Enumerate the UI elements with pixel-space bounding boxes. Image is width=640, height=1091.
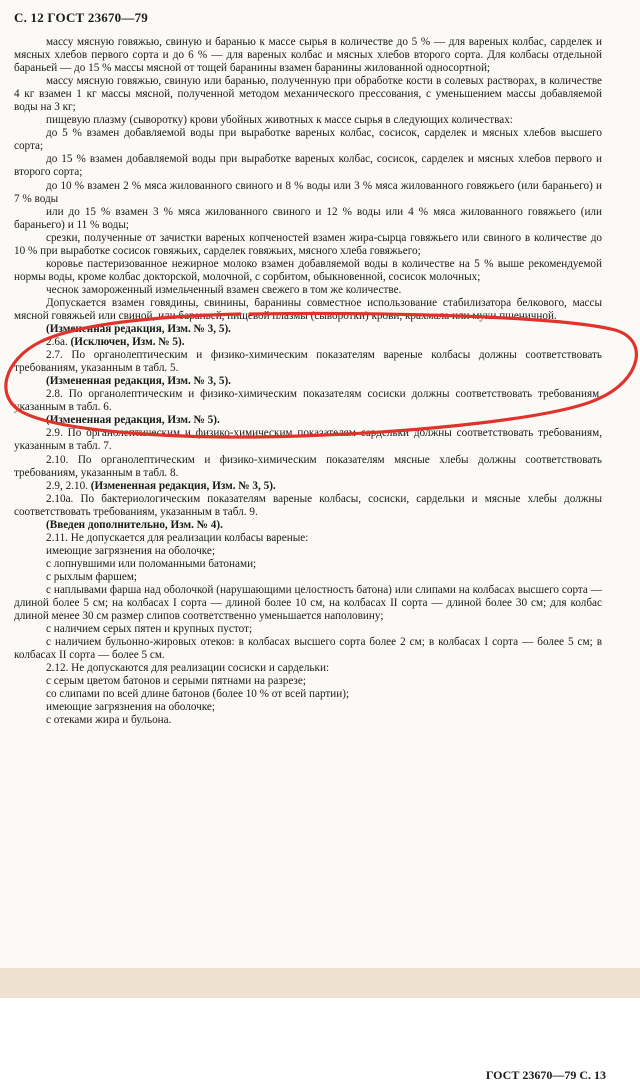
list-item: с лопнувшими или поломанными батонами; — [46, 557, 257, 570]
page-separator-band — [0, 968, 640, 998]
list-item: со слипами по всей длине батонов (более 10 % от всей партии); — [46, 688, 350, 701]
list-item: с отеками жира и бульона. — [46, 714, 172, 727]
page-footer: ГОСТ 23670—79 С. 13 — [485, 1068, 606, 1082]
amendment-note: (Измененная редакция, Изм. № 5). — [46, 414, 220, 427]
paragraph: до 5 % взамен добавляемой воды при выработке вареных колбас, сосисок, сарделек и мясных хлебов высшего сорта; — [14, 127, 602, 153]
clause-number: 2.9, 2.10. — [46, 479, 91, 492]
next-page-area — [0, 998, 640, 1091]
list-item: имеющие загрязнения на оболочке; — [46, 701, 215, 714]
list-item: с серым цветом батонов и серыми пятнами на разрезе; — [46, 675, 306, 688]
amendment-note: (Введен дополнительно, Изм. № 4). — [46, 518, 223, 531]
paragraph: 2.10а. По бактериологическим показателям вареные колбасы, сосиски, сардельки и мясные хлебы должны соответствовать требованиям, указанным в табл. 9. — [14, 492, 602, 518]
paragraph: массу мясную говяжью, свиную и баранью к массе сырья в количестве до 5 % — для вареных колбас, сарделек и мясных хлебов первого сорта и до 6 % — для вареных колбас и мясных хлебов второго сорта. Для колбасы отдельной бараньей — до 15 % массы мясной от тощей баранины взамен баранины жилованной односортной; — [14, 36, 602, 75]
clause-excluded — [14, 336, 602, 349]
amendment-note: (Измененная редакция, Изм. № 3, 5). — [90, 479, 276, 492]
paragraph: до 10 % взамен 2 % мяса жилованного свиного и 8 % воды или 3 % мяса жилованного говяжьего (или бараньего) и 7 % воды — [14, 179, 602, 205]
clause-number: 2.6а. — [46, 336, 71, 349]
paragraph: Допускается взамен говядины, свинины, баранины совместное использование стабилизатора белкового, массы мясной говяжьей или свиной, или бараньей, пищевой плазмы (сыворотки) крови, крахмала или муки пшеничной. — [14, 296, 602, 322]
amendment-note: (Измененная редакция, Изм. № 3, 5). — [46, 323, 231, 336]
list-item: с наличием серых пятен и крупных пустот; — [46, 623, 253, 636]
document-body — [14, 36, 602, 727]
paragraph: 2.7. По органолептическим и физико-химическим показателям вареные колбасы должны соответствовать требованиям, указанным в табл. 5. — [14, 349, 602, 375]
amendment-note: (Измененная редакция, Изм. № 3, 5). — [46, 375, 231, 388]
paragraph: пищевую плазму (сыворотку) крови убойных животных к массе сырья в следующих количествах: — [46, 114, 513, 127]
paragraph: до 15 % взамен добавляемой воды при выработке вареных колбас, сосисок, сарделек и мясных хлебов первого и второго сорта; — [14, 153, 602, 179]
list-item: с наплывами фарша над оболочкой (нарушающими целостность батона) или слипами на колбасах высшего сорта — длиной более 5 см; на колбасах I сорта — длиной более 10 см, на колбасах II сорта — длиной более 30 см; для колбас длиной менее 30 см размер слипов соответственно уменьшается наполовину; — [14, 583, 602, 623]
list-item: имеющие загрязнения на оболочке; — [46, 544, 215, 557]
paragraph: чеснок замороженный измельченный взамен свежего в том же количестве. — [46, 283, 402, 296]
paragraph: массу мясную говяжью, свиную или баранью, полученную при обработке кости в солевых растворах, в количестве 4 кг взамен 1 кг массы мясной, полученной методом механического прессования, с уменьшением массы добавляемой воды на 3 кг; — [14, 75, 602, 114]
clause-amended — [14, 480, 602, 493]
paragraph: 2.8. По органолептическим и физико-химическим показателям сосиски должны соответствовать требованиям, указанным в табл. 6. — [14, 388, 602, 414]
paragraph: 2.12. Не допускаются для реализации сосиски и сардельки: — [46, 662, 330, 675]
paragraph: 2.9. По органолептическим и физико-химическим показателям сардельки должны соответствовать требованиям, указанным в табл. 7. — [14, 427, 602, 453]
list-item: с рыхлым фаршем; — [46, 570, 138, 583]
paragraph: срезки, полученные от зачистки вареных копченостей взамен жира-сырца говяжьего или свиного в количестве до 10 % при выработке сосисок говяжьих, сарделек говяжьих, мясного хлеба говяжьего; — [14, 231, 602, 257]
page-header: С. 12 ГОСТ 23670—79 — [14, 10, 148, 25]
paragraph: 2.10. По органолептическим и физико-химическим показателям мясные хлебы должны соответствовать требованиям, указанным в табл. 8. — [14, 453, 602, 479]
list-item: с наличием бульонно-жировых отеков: в колбасах высшего сорта более 2 см; в колбасах I сорта — более 5 см; в колбасах II сорта — более 5 см. — [14, 636, 602, 662]
paragraph: коровье пастеризованное нежирное молоко взамен добавляемой воды в количестве на 5 % выше рекомендуемой нормы воды, кроме колбас докторской, молочной, с сорбитом, обыкновенной, сосисок молочных; — [14, 257, 602, 283]
paragraph: 2.11. Не допускается для реализации колбасы вареные: — [46, 531, 309, 544]
amendment-note: (Исключен, Изм. № 5). — [70, 336, 185, 349]
paragraph: или до 15 % взамен 3 % мяса жилованного свиного и 12 % воды или 4 % мяса жилованного говяжьего (или бараньего) и 11 % воды; — [14, 205, 602, 231]
